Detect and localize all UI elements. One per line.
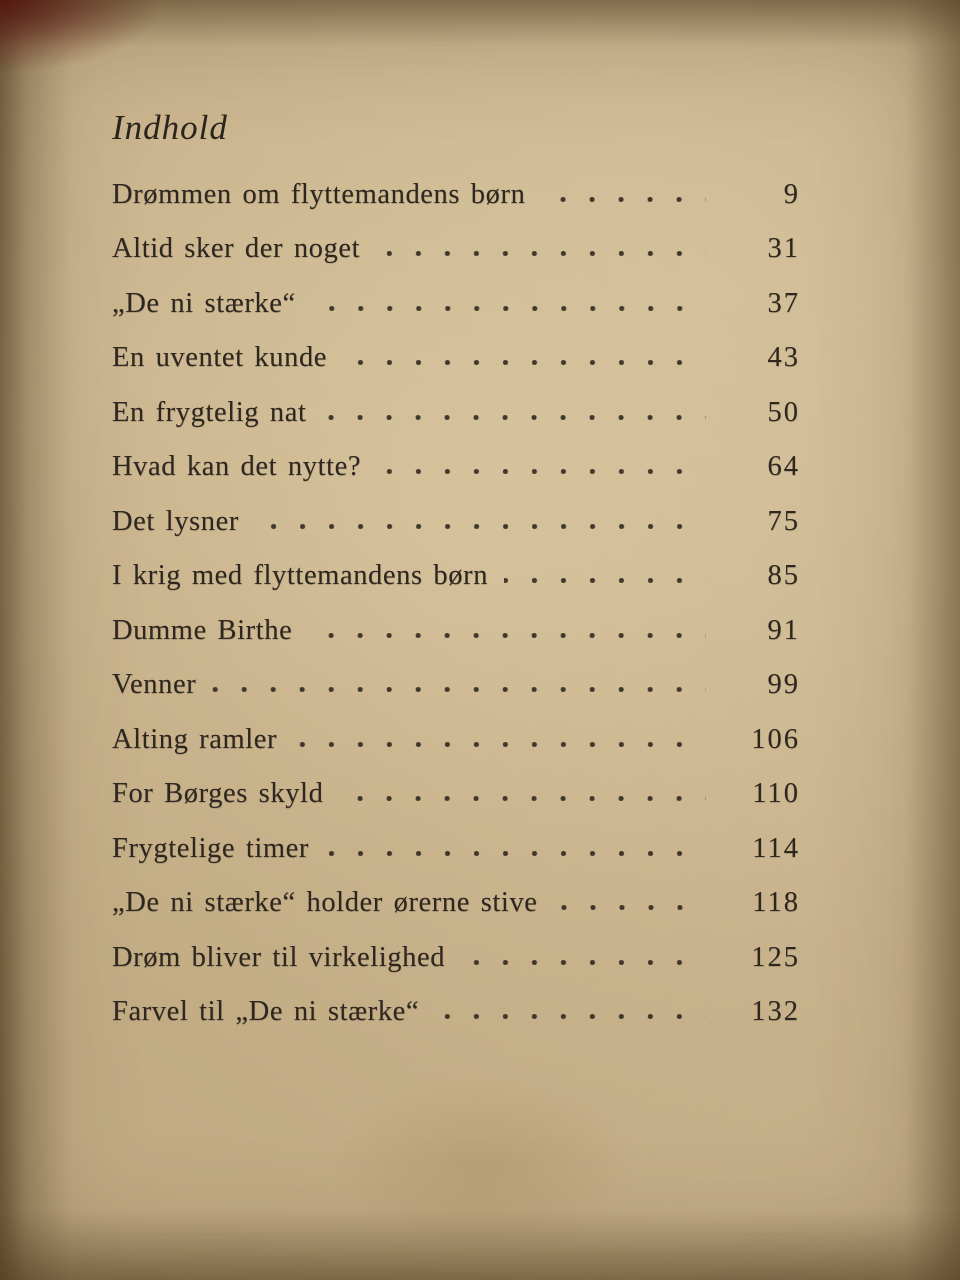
dot-leader [376,251,706,256]
toc-entry-title: En frygtelig nat [112,396,307,428]
toc-entry [112,429,800,484]
toc-entry-page: 43 [767,342,800,373]
dot-leader [504,578,706,583]
toc-entry-page: 114 [752,832,800,864]
dot-leader [377,469,706,474]
toc-entry-page: 110 [752,778,800,809]
toc-entry-page: 9 [783,178,800,210]
dot-leader [212,687,706,692]
toc-entry [112,592,800,647]
toc-entry [112,865,800,920]
toc-entry-title: Frygtelige timer [112,832,310,864]
toc-list [112,156,800,1028]
toc-entry [112,156,800,211]
toc-entry-title: Altid sker der noget [112,233,361,264]
toc-entry [112,919,800,974]
dot-leader [435,1014,706,1019]
toc-entry-title: Hvad kan det nytte? [112,451,362,482]
toc-title: Indhold [112,108,228,147]
dot-leader [554,905,706,910]
toc-entry-title: „De ni stærke“ holder ørerne stive [112,887,538,918]
dot-leader [312,306,706,311]
toc-entry-page: 106 [751,723,800,755]
toc-entry [112,538,800,593]
toc-entry [112,974,800,1029]
toc-entry-page: 37 [767,287,800,319]
dot-leader [339,796,706,801]
toc-entry-page: 50 [767,396,800,428]
toc-entry-title: Venner [112,669,197,700]
toc-entry [112,810,800,865]
toc-entry-title: Dumme Birthe [112,614,293,646]
dot-leader [343,360,706,365]
toc-entry [112,320,800,375]
toc-entry-page: 91 [767,614,800,646]
toc-entry [112,701,800,756]
toc-entry-title: For Børges skyld [112,778,324,809]
toc-entry-page: 31 [767,233,800,264]
toc-entry-title: Drømmen om flyttemandens børn [112,178,526,210]
toc-entry [112,756,800,811]
toc-content [112,106,800,1028]
dot-leader [461,960,706,965]
dot-leader [541,197,706,202]
toc-entry-page: 132 [751,996,800,1027]
toc-entry-title: Drøm bliver til virkelighed [112,941,446,973]
toc-entry-title: I krig med flyttemandens børn [112,560,489,591]
toc-entry-page: 85 [767,560,800,591]
dot-leader [308,633,706,638]
toc-entry-page: 125 [751,941,800,973]
toc-entry-page: 118 [752,887,800,918]
toc-entry [112,647,800,702]
dot-leader [293,742,706,747]
toc-entry-page: 75 [767,505,800,537]
toc-entry [112,374,800,429]
dot-leader [255,524,706,529]
toc-entry-page: 64 [767,451,800,482]
dot-leader [322,415,706,420]
toc-entry-title: Farvel til „De ni stærke“ [112,996,420,1027]
toc-entry-title: „De ni stærke“ [112,287,296,319]
toc-entry-title: Alting ramler [112,723,278,755]
toc-entry-title: En uventet kunde [112,342,328,373]
dot-leader [325,851,706,856]
toc-entry-title: Det lysner [112,505,239,537]
toc-entry [112,211,800,266]
toc-entry [112,483,800,538]
toc-entry [112,265,800,320]
toc-entry-page: 99 [767,669,800,700]
